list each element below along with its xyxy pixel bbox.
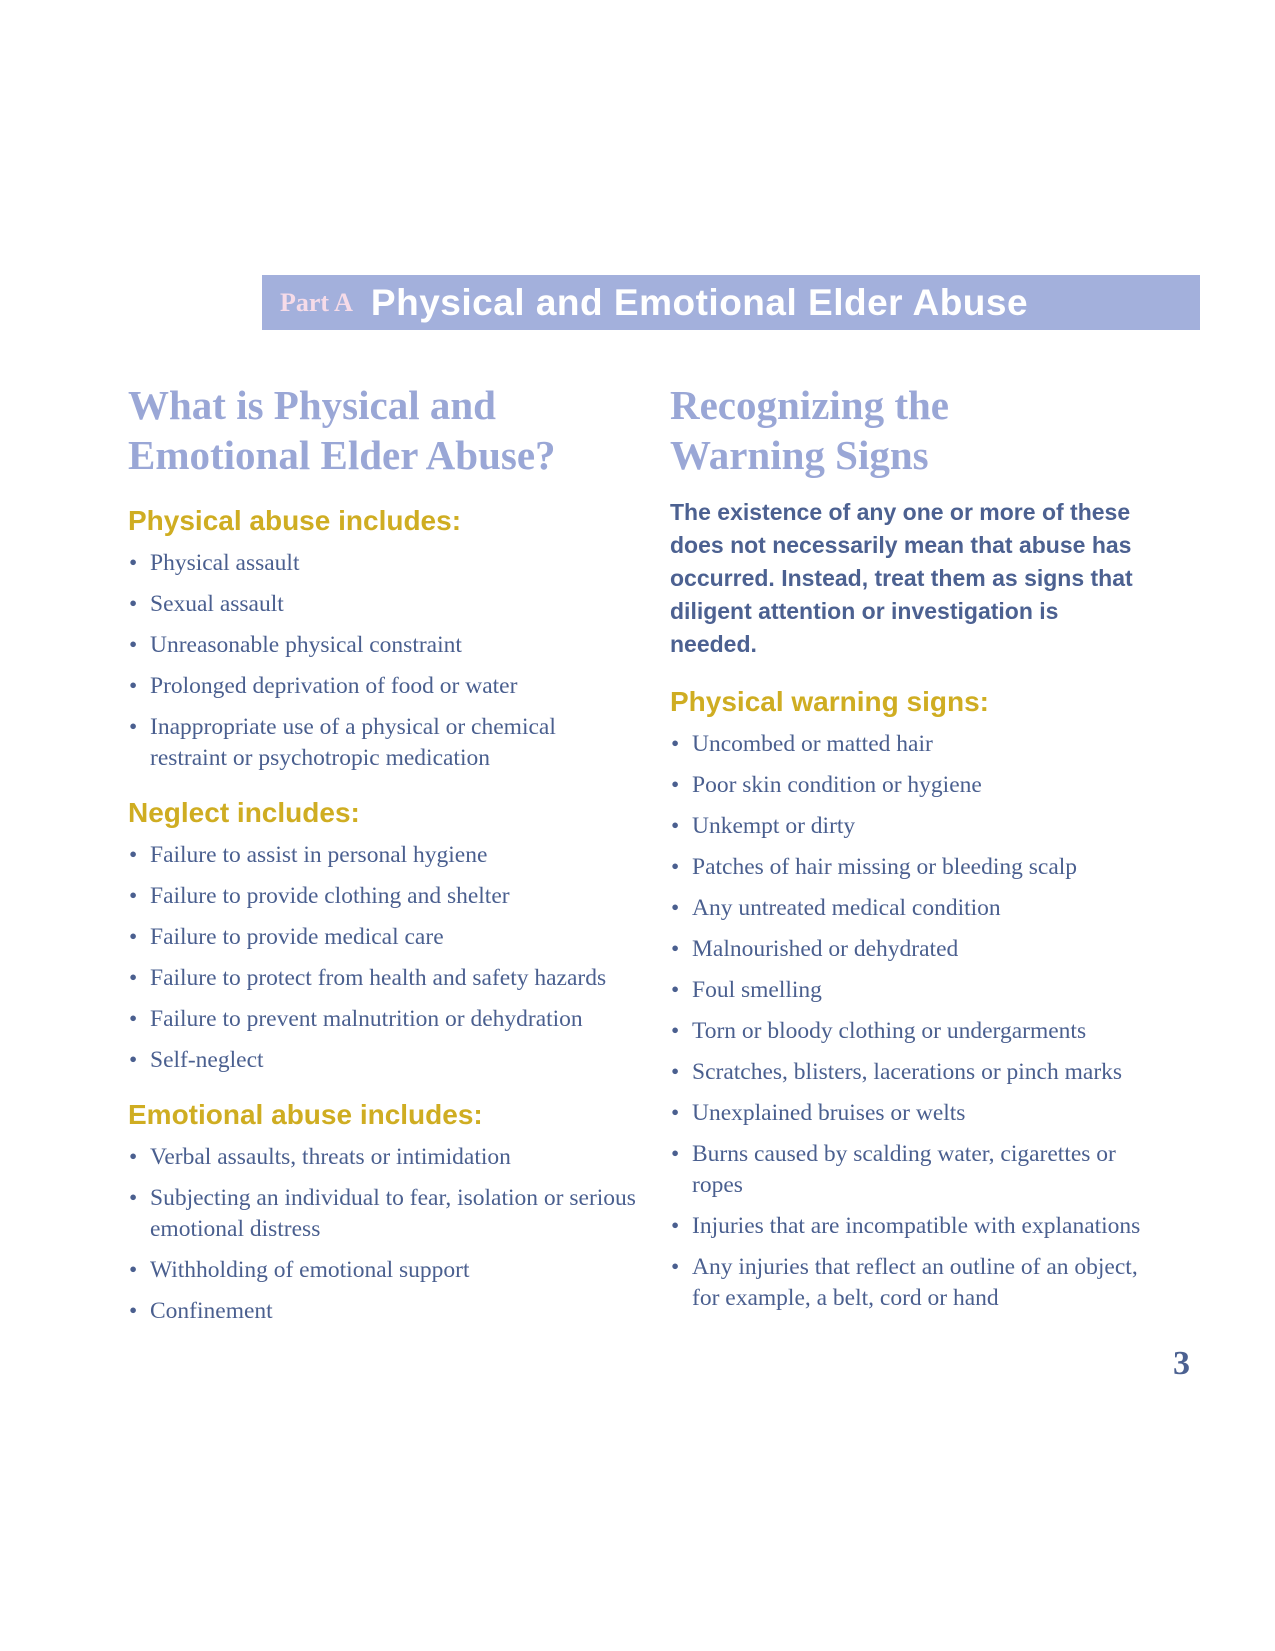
list-item: • Verbal assaults, threats or intimidation bbox=[128, 1142, 638, 1173]
left-heading-line1: What is Physical and bbox=[128, 382, 496, 428]
list-item: • Sexual assault bbox=[128, 589, 638, 620]
list-item: • Patches of hair missing or bleeding scalp bbox=[670, 852, 1150, 883]
right-heading-line1: Recognizing the bbox=[670, 382, 949, 428]
emotional-abuse-list bbox=[128, 1142, 638, 1327]
list-item: • Unexplained bruises or welts bbox=[670, 1098, 1150, 1129]
part-title: Physical and Emotional Elder Abuse bbox=[370, 281, 1029, 323]
list-item: • Burns caused by scalding water, cigarettes or ropes bbox=[670, 1139, 1150, 1201]
list-item: • Any injuries that reflect an outline of an object, for example, a belt, cord or hand bbox=[670, 1252, 1150, 1314]
list-item: • Uncombed or matted hair bbox=[670, 729, 1150, 760]
list-item: • Failure to assist in personal hygiene bbox=[128, 840, 638, 871]
physical-warning-heading: Physical warning signs: bbox=[670, 686, 989, 717]
list-item: • Failure to protect from health and safety hazards bbox=[128, 963, 638, 994]
list-item: • Injuries that are incompatible with explanations bbox=[670, 1211, 1150, 1242]
list-item: • Any untreated medical condition bbox=[670, 893, 1150, 924]
left-column bbox=[128, 380, 638, 1327]
physical-abuse-heading: Physical abuse includes: bbox=[128, 505, 462, 536]
list-item: • Inappropriate use of a physical or chemical restraint or psychotropic medication bbox=[128, 712, 638, 774]
list-item: • Withholding of emotional support bbox=[128, 1255, 638, 1286]
list-item: • Self-neglect bbox=[128, 1045, 638, 1076]
list-item: • Torn or bloody clothing or undergarments bbox=[670, 1016, 1150, 1047]
list-item: • Physical assault bbox=[128, 548, 638, 579]
physical-warning-list bbox=[670, 729, 1150, 1314]
list-item: • Failure to prevent malnutrition or dehydration bbox=[128, 1004, 638, 1035]
list-item: • Poor skin condition or hygiene bbox=[670, 770, 1150, 801]
list-item: • Unreasonable physical constraint bbox=[128, 630, 638, 661]
list-item: • Scratches, blisters, lacerations or pinch marks bbox=[670, 1057, 1150, 1088]
list-item: • Unkempt or dirty bbox=[670, 811, 1150, 842]
list-item: • Confinement bbox=[128, 1296, 638, 1327]
right-heading bbox=[670, 380, 1150, 480]
neglect-list bbox=[128, 840, 638, 1076]
list-item: • Foul smelling bbox=[670, 975, 1150, 1006]
physical-abuse-list bbox=[128, 548, 638, 774]
list-item: • Subjecting an individual to fear, isolation or serious emotional distress bbox=[128, 1183, 638, 1245]
list-item: • Prolonged deprivation of food or water bbox=[128, 671, 638, 702]
list-item: • Malnourished or dehydrated bbox=[670, 934, 1150, 965]
right-column bbox=[670, 380, 1150, 1314]
neglect-heading: Neglect includes: bbox=[128, 797, 360, 828]
list-item: • Failure to provide medical care bbox=[128, 922, 638, 953]
part-banner bbox=[262, 275, 1200, 330]
left-heading bbox=[128, 380, 638, 480]
warning-intro: The existence of any one or more of these does not necessarily mean that abuse has occurred. Instead, treat them as signs that diligent attention or investigation is needed. bbox=[670, 499, 1133, 657]
left-heading-line2: Emotional Elder Abuse? bbox=[128, 432, 556, 478]
emotional-abuse-heading: Emotional abuse includes: bbox=[128, 1099, 483, 1130]
list-item: • Failure to provide clothing and shelter bbox=[128, 881, 638, 912]
page-number: 3 bbox=[1173, 1345, 1190, 1382]
right-heading-line2: Warning Signs bbox=[670, 432, 929, 478]
part-label: Part A bbox=[280, 287, 353, 317]
